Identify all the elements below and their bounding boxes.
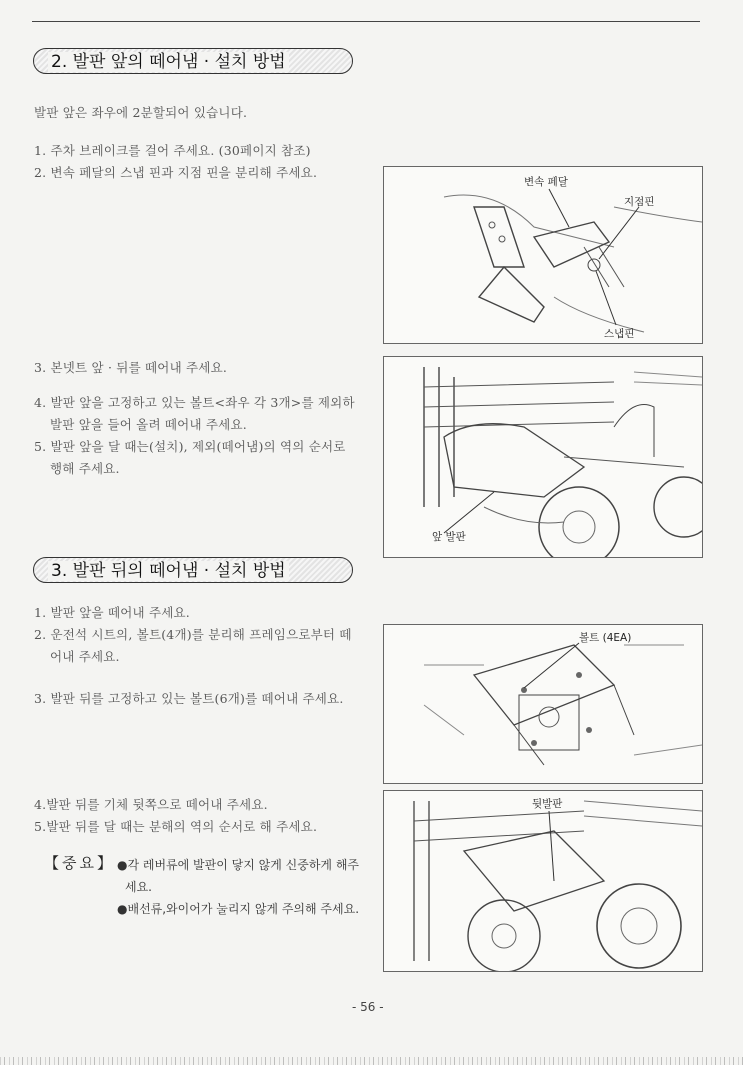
scan-edge-noise [0,1057,743,1065]
figure-shift-pedal [383,166,703,344]
section-3-step-5: 5.발판 뒤를 달 때는 분해의 역의 순서로 해 주세요. [34,819,318,834]
important-title: 【중요】 [44,854,115,872]
important-item-1-cont: 세요. [125,880,152,894]
top-rule [32,21,700,22]
page-number: - 56 - [352,1000,384,1014]
figure-seat-bolts [383,624,703,784]
section-3-title: 3. 발판 뒤의 떼어냄 · 설치 방법 [48,561,289,581]
rear-step-drawing [384,791,702,971]
label-bolts-4ea: 볼트 (4EA) [579,632,632,644]
section-2-step-5: 5. 발판 앞을 달 때는(설치), 제외(떼어냄)의 역의 순서로 [34,439,346,454]
section-2-title: 2. 발판 앞의 떼어냄 · 설치 방법 [48,52,289,72]
label-snap-pin: 스냅핀 [604,328,635,340]
section-2-step-4: 4. 발판 앞을 고정하고 있는 볼트<좌우 각 3개>를 제외하 [34,395,355,410]
section-2-step-2: 2. 변속 페달의 스냅 핀과 지점 핀을 분리해 주세요. [34,165,318,180]
label-fulcrum-pin: 지점핀 [624,196,655,208]
section-2-step-3: 3. 본넷트 앞 · 뒤를 떼어내 주세요. [34,360,228,375]
section-3-step-1: 1. 발판 앞을 떼어내 주세요. [34,605,190,620]
section-2-intro: 발판 앞은 좌우에 2분할되어 있습니다. [34,105,248,120]
label-shift-pedal: 변속 페달 [524,176,568,188]
shift-pedal-drawing [384,167,702,343]
front-step-drawing [384,357,702,557]
important-item-2: ●배선류,와이어가 눌리지 않게 주의해 주세요. [117,902,360,916]
seat-bolts-drawing [384,625,702,783]
label-front-step: 앞 발판 [432,531,466,543]
pedal-plate [474,207,524,267]
section-3-step-2: 2. 운전석 시트의, 볼트(4개)를 분리해 프레임으로부터 떼 [34,627,352,642]
important-item-1: ●각 레버류에 발판이 닿지 않게 신중하게 해주 [117,858,360,872]
section-2-step-4-cont: 발판 앞을 들어 올려 떼어내 주세요. [50,417,247,432]
label-rear-step: 뒷발판 [532,798,563,810]
section-2-step-1: 1. 주차 브레이크를 걸어 주세요. (30페이지 참조) [34,143,311,158]
section-3-step-2-cont: 어내 주세요. [50,649,120,664]
figure-rear-step [383,790,703,972]
section-3-step-3: 3. 발판 뒤를 고정하고 있는 볼트(6개)를 떼어내 주세요. [34,691,344,706]
section-2-header [33,48,353,74]
section-2-step-5-cont: 행해 주세요. [50,461,120,476]
figure-front-step [383,356,703,558]
section-3-step-4: 4.발판 뒤를 기체 뒷쪽으로 떼어내 주세요. [34,797,268,812]
section-3-header [33,557,353,583]
